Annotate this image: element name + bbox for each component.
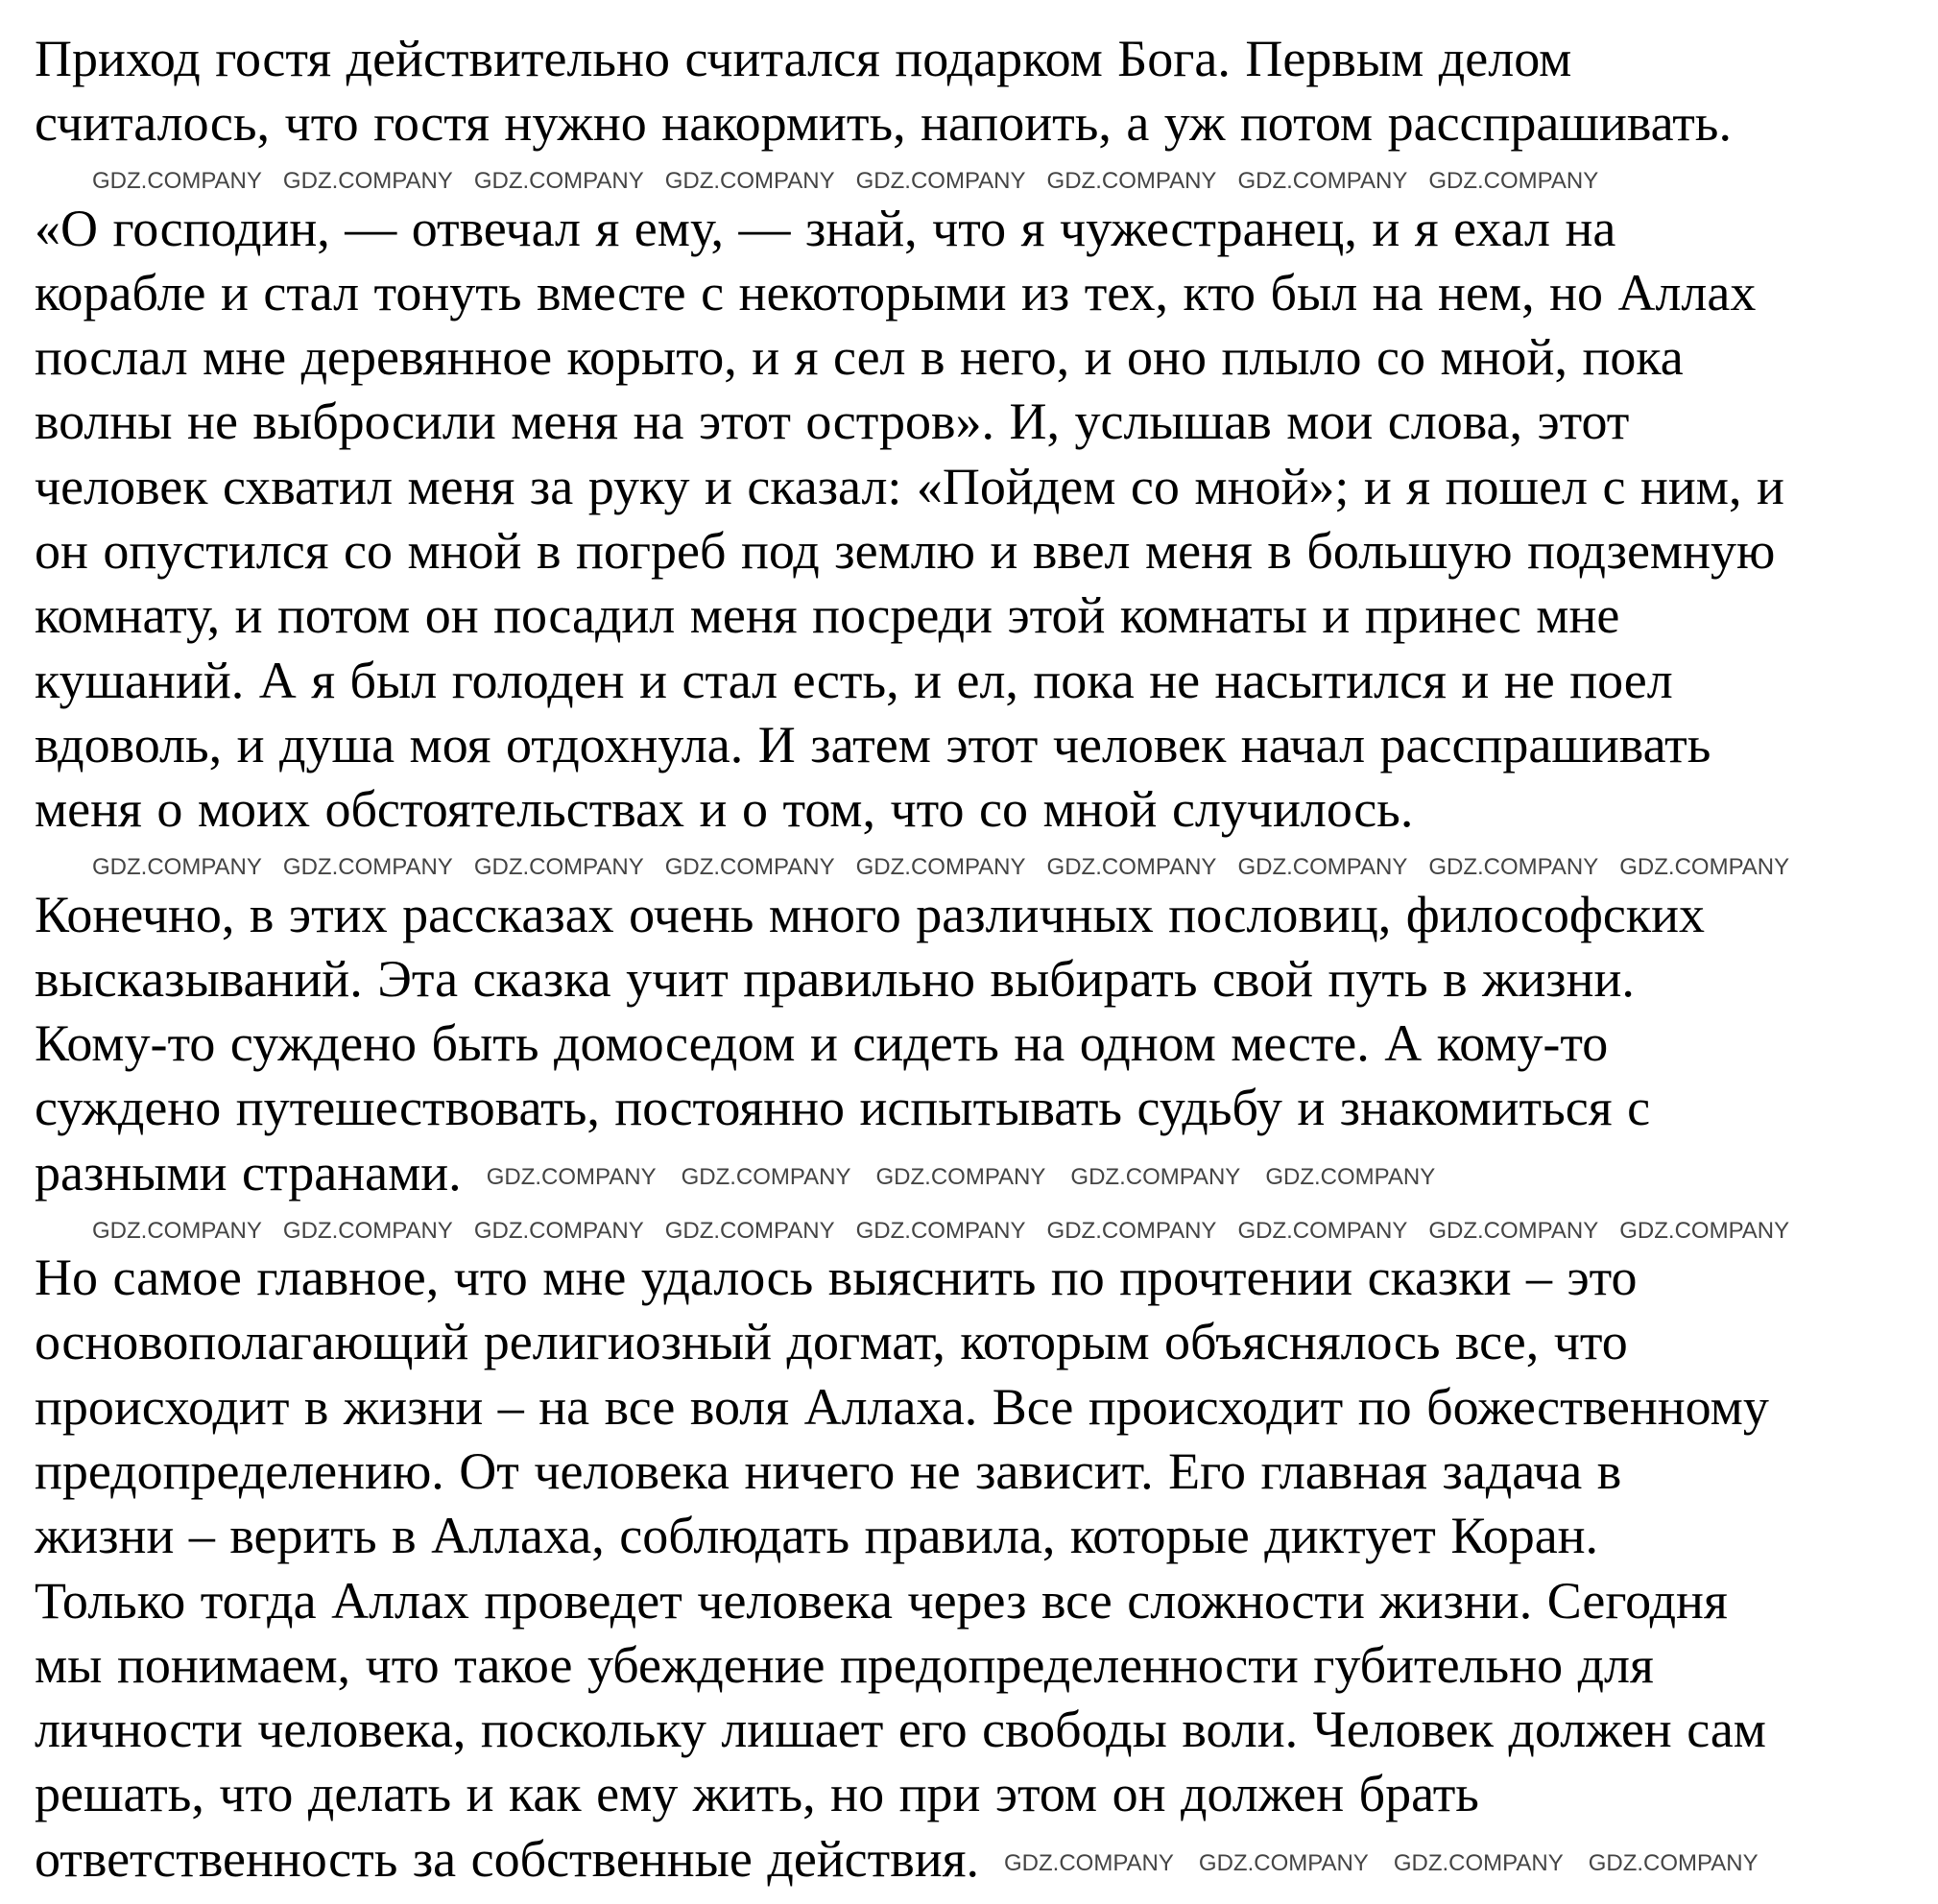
watermark: GDZ.COMPANY [1046,168,1217,195]
text-line [35,1569,1930,1633]
watermark: GDZ.COMPANY [282,168,453,195]
watermark: GDZ.COMPANY [681,1164,851,1191]
paragraph [35,883,1930,1205]
text-line [35,713,1930,777]
text-line [35,649,1930,713]
watermark-row [35,1205,1930,1246]
text-line-content: волны не выбросили меня на этот остров». И, услышав мои слова, этот [35,393,1630,451]
watermark: GDZ.COMPANY [1198,1850,1369,1877]
watermark: GDZ.COMPANY [855,1217,1026,1244]
watermark: GDZ.COMPANY [855,168,1026,195]
text-line [35,947,1930,1012]
text-line [35,197,1930,261]
text-line-content: ответственность за собственные действия. [35,1829,979,1888]
text-line [35,1012,1930,1076]
watermark-row [35,156,1930,197]
watermark: GDZ.COMPANY [282,854,453,881]
text-line-content: человек схватил меня за руку и сказал: «Пойдем со мной»; и я пошел с ним, и [35,457,1784,515]
text-line [35,1440,1930,1504]
text-line [35,91,1930,155]
watermark: GDZ.COMPANY [664,168,835,195]
watermark: GDZ.COMPANY [1428,168,1599,195]
watermark: GDZ.COMPANY [664,1217,835,1244]
watermark: GDZ.COMPANY [1237,854,1408,881]
watermark-row [35,843,1930,883]
text-line-content: мы понимаем, что такое убеждение предопределенности губительно для [35,1635,1654,1694]
text-line [35,583,1930,648]
text-line-content: предопределению. От человека ничего не зависит. Его главная задача в [35,1441,1622,1500]
watermark: GDZ.COMPANY [1070,1164,1241,1191]
watermark: GDZ.COMPANY [1237,1217,1408,1244]
text-line [35,1375,1930,1440]
text-line [35,455,1930,519]
watermark: GDZ.COMPANY [855,854,1026,881]
text-line [35,390,1930,454]
text-line-content: решать, что делать и как ему жить, но при этом он должен брать [35,1765,1479,1823]
watermark: GDZ.COMPANY [1046,854,1217,881]
text-line [35,1141,1930,1205]
text-line [35,519,1930,583]
text-line-content: основополагающий религиозный догмат, которым объяснялось все, что [35,1313,1628,1371]
text-line-content: Но самое главное, что мне удалось выяснить по прочтении сказки – это [35,1249,1638,1307]
text-line-content: «О господин, — отвечал я ему, — знай, что я чужестранец, и я ехал на [35,199,1616,257]
paragraph [35,27,1930,156]
text-line-content: суждено путешествовать, постоянно испытывать судьбу и знакомиться с [35,1079,1651,1137]
watermark: GDZ.COMPANY [92,168,262,195]
text-line [35,1762,1930,1826]
text-line-content: жизни – верить в Аллаха, соблюдать правила, которые диктует Коран. [35,1507,1599,1565]
text-line [35,1504,1930,1568]
text-line [35,1310,1930,1374]
text-line-content: разными странами. [35,1143,462,1202]
text-line-content: кушаний. А я был голоден и стал есть, и ел, пока не насытился и не поел [35,651,1673,709]
watermark: GDZ.COMPANY [1619,1217,1790,1244]
watermark: GDZ.COMPANY [473,1217,644,1244]
text-line [35,1633,1930,1698]
watermark: GDZ.COMPANY [1393,1850,1564,1877]
watermark: GDZ.COMPANY [875,1164,1046,1191]
text-line [35,261,1930,325]
text-line-content: Приход гостя действительно считался подарком Бога. Первым делом [35,30,1572,87]
text-line-content: Только тогда Аллах проведет человека через все сложности жизни. Сегодня [35,1571,1728,1630]
watermark: GDZ.COMPANY [1237,168,1408,195]
watermark: GDZ.COMPANY [1619,854,1790,881]
text-line [35,1246,1930,1310]
watermark: GDZ.COMPANY [473,168,644,195]
text-line [35,883,1930,947]
text-line-content: послал мне деревянное корыто, и я сел в него, и оно плыло со мной, пока [35,328,1684,387]
watermark: GDZ.COMPANY [1588,1850,1759,1877]
text-line [35,777,1930,842]
watermark: GDZ.COMPANY [1428,1217,1599,1244]
watermark: GDZ.COMPANY [1046,1217,1217,1244]
text-line-content: личности человека, поскольку лишает его свободы воли. Человек должен сам [35,1701,1766,1759]
watermark: GDZ.COMPANY [473,854,644,881]
watermark: GDZ.COMPANY [92,1217,262,1244]
text-line-content: корабле и стал тонуть вместе с некоторыми из тех, кто был на нем, но Аллах [35,263,1757,321]
text-line-content: Конечно, в этих рассказах очень много различных пословиц, философских [35,885,1705,943]
watermark: GDZ.COMPANY [664,854,835,881]
text-line-content: считалось, что гостя нужно накормить, напоить, а уж потом расспрашивать. [35,94,1732,153]
watermark: GDZ.COMPANY [1004,1850,1174,1877]
document-body [35,27,1930,1892]
text-line-content: меня о моих обстоятельствах и о том, что со мной случилось. [35,780,1414,839]
watermark: GDZ.COMPANY [92,854,262,881]
watermark: GDZ.COMPANY [1428,854,1599,881]
text-line-content: Кому-то суждено быть домоседом и сидеть на одном месте. А кому-то [35,1014,1609,1073]
text-line [35,1827,1930,1892]
watermark: GDZ.COMPANY [282,1217,453,1244]
text-line [35,27,1930,91]
text-line-content: комнату, и потом он посадил меня посреди этой комнаты и принес мне [35,586,1620,645]
text-line-content: вдоволь, и душа моя отдохнула. И затем этот человек начал расспрашивать [35,715,1711,774]
text-line [35,1698,1930,1762]
watermark: GDZ.COMPANY [1265,1164,1436,1191]
text-line-content: высказываний. Эта сказка учит правильно выбирать свой путь в жизни. [35,949,1635,1008]
text-line [35,325,1930,390]
text-line-content: он опустился со мной в погреб под землю и ввел меня в большую подземную [35,522,1776,581]
paragraph [35,197,1930,843]
text-line-content: происходит в жизни – на все воля Аллаха. Все происходит по божественному [35,1377,1769,1436]
text-line [35,1076,1930,1140]
watermark: GDZ.COMPANY [486,1164,657,1191]
paragraph [35,1246,1930,1892]
